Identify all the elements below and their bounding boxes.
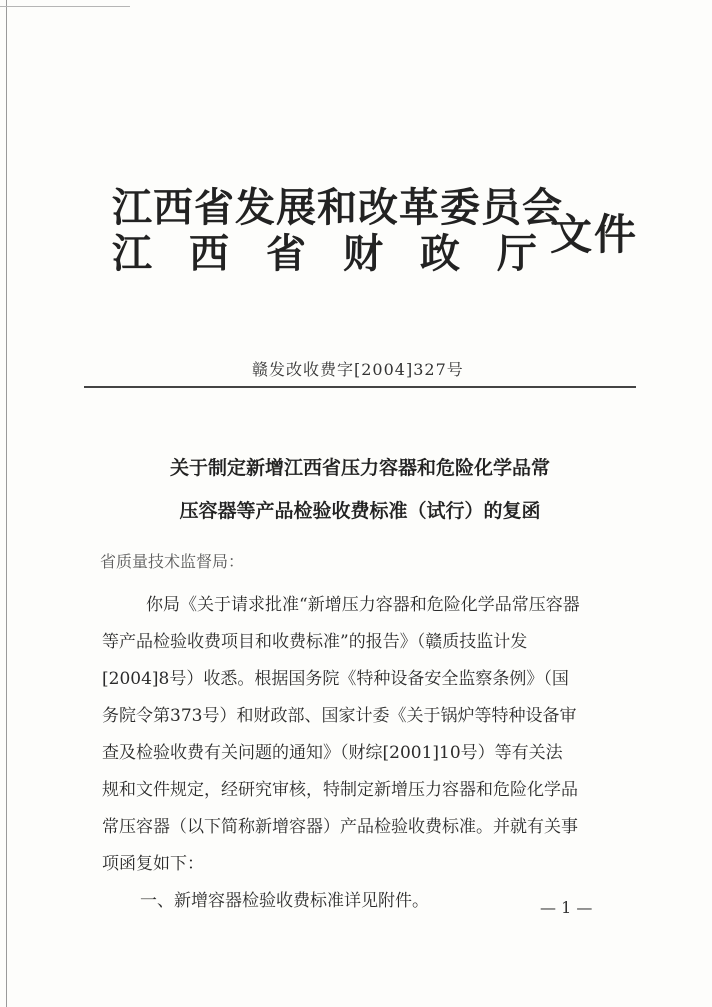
issuer-line-2: 江西省财政厅	[112, 230, 574, 277]
document-title-line-1: 关于制定新增江西省压力容器和危险化学品常	[169, 457, 550, 479]
body-line: 务院令第373号）和财政部、国家计委《关于锅炉等特种设备审	[102, 706, 577, 726]
document-type-label: 文件	[550, 210, 639, 259]
body-line: 查及检验收费有关问题的通知》（财综[2001]10号）等有关法	[102, 743, 563, 763]
addressee: 省质量技术监督局：	[100, 552, 245, 571]
document-title-line-2: 压容器等产品检验收费标准（试行）的复函	[179, 500, 541, 522]
scan-edge-top	[0, 6, 130, 7]
header-divider	[84, 386, 636, 388]
body-line: 常压容器（以下简称新增容器）产品检验收费标准。并就有关事	[102, 817, 578, 837]
document-number: 赣发改收费字[2004]327号	[252, 360, 464, 379]
body-line: [2004]8号）收悉。根据国务院《特种设备安全监察条例》（国	[102, 669, 569, 689]
body-line: 你局《关于请求批准“新增压力容器和危险化学品常压容器	[146, 595, 580, 615]
page-number: — 1 —	[540, 898, 593, 917]
body-line: 项函复如下：	[102, 854, 204, 874]
scan-edge-left	[6, 0, 7, 1007]
body-line: 等产品检验收费项目和收费标准”的报告》（赣质技监计发	[102, 632, 528, 652]
body-line: 一、新增容器检验收费标准详见附件。	[140, 891, 429, 911]
body-line: 规和文件规定，经研究审核，特制定新增压力容器和危险化学品	[102, 780, 578, 800]
issuer-line-1: 江西省发展和改革委员会	[112, 184, 563, 231]
